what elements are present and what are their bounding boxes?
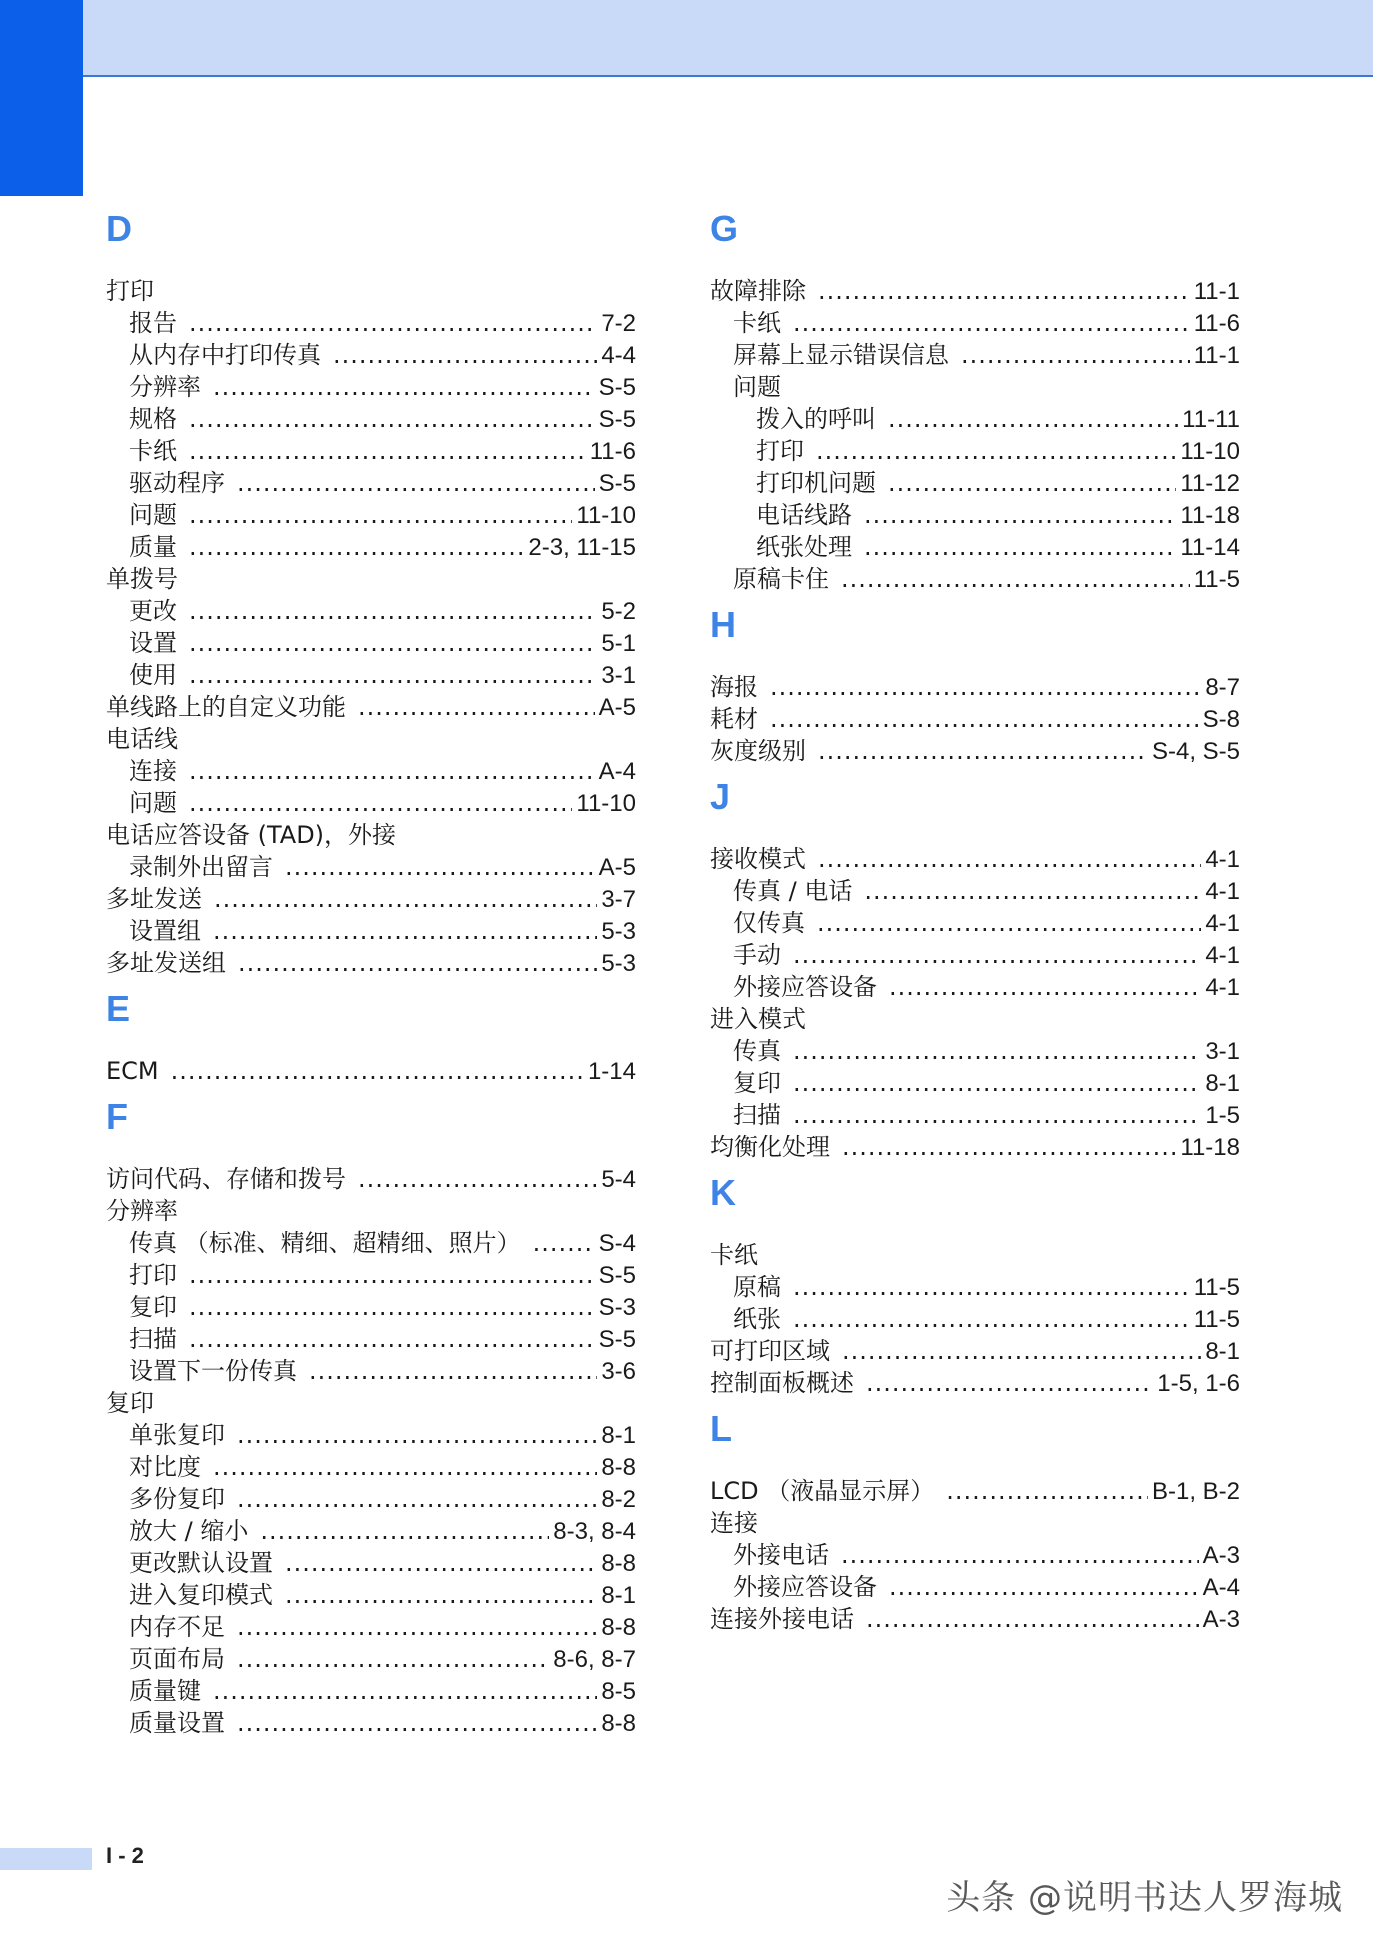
entry-page-ref: 3-1 [1205, 1038, 1240, 1065]
entry-term: 规格 [129, 405, 177, 433]
watermark: 头条 @说明书达人罗海城 [946, 1878, 1343, 1918]
section-letter: L [710, 1408, 732, 1449]
entry-page-ref: A-4 [1202, 1574, 1240, 1601]
entry-page-ref: 11-18 [1180, 1134, 1240, 1161]
entry-page-ref: 11-5 [1193, 1306, 1240, 1333]
entry-term: 从内存中打印传真 [129, 341, 321, 369]
entry-page-ref: 11-12 [1180, 470, 1240, 497]
index-entry [710, 531, 1240, 563]
entry-page-ref: 11-11 [1182, 406, 1240, 433]
dot-leader [213, 1451, 597, 1483]
entry-term: 打印 [129, 1261, 177, 1289]
index-entry [106, 1259, 636, 1291]
entry-page-ref: 4-1 [1205, 910, 1240, 937]
entry-page-ref: 3-6 [601, 1358, 636, 1385]
dot-leader [816, 435, 1176, 467]
dot-leader [793, 939, 1201, 971]
dot-leader [214, 883, 597, 915]
dot-leader [285, 851, 595, 883]
index-entry [710, 1239, 1240, 1271]
index-entry [710, 703, 1240, 735]
dot-leader [189, 1323, 595, 1355]
entry-page-ref: A-5 [598, 854, 636, 881]
index-section [710, 205, 1240, 595]
entry-page-ref: A-4 [598, 758, 636, 785]
dot-leader [189, 403, 595, 435]
index-entry [710, 1003, 1240, 1035]
index-section [710, 1405, 1240, 1635]
dot-leader [358, 691, 595, 723]
index-entry [710, 307, 1240, 339]
dot-leader [533, 1227, 595, 1259]
entry-term: 放大 / 缩小 [129, 1517, 249, 1545]
entry-term: 外接电话 [733, 1541, 829, 1569]
entry-page-ref: 11-18 [1180, 502, 1240, 529]
dot-leader [238, 947, 597, 979]
index-entry [710, 671, 1240, 703]
index-entry [710, 907, 1240, 939]
dot-leader [864, 875, 1201, 907]
entry-page-ref: 11-6 [1193, 310, 1240, 337]
entry-term: 电话应答设备 (TAD)，外接 [106, 821, 397, 849]
dot-leader [817, 907, 1201, 939]
index-entry [106, 531, 636, 563]
index-entry [106, 755, 636, 787]
index-entry [106, 1055, 636, 1087]
dot-leader [888, 403, 1178, 435]
entry-term: 分辨率 [106, 1197, 178, 1225]
dot-leader [213, 371, 595, 403]
entry-term: 接收模式 [710, 845, 806, 873]
dot-leader [888, 467, 1176, 499]
entry-term: 复印 [129, 1293, 177, 1321]
entry-page-ref: S-5 [598, 374, 636, 401]
index-section [710, 1169, 1240, 1399]
dot-leader [841, 1539, 1199, 1571]
entry-term: 故障排除 [710, 277, 806, 305]
index-entry [106, 883, 636, 915]
entry-term: 传真 / 电话 [733, 877, 853, 905]
entry-page-ref: 3-1 [601, 662, 636, 689]
entry-term: 连接 [710, 1509, 758, 1537]
index-entry [106, 1355, 636, 1387]
dot-leader [841, 563, 1190, 595]
section-letter: E [106, 988, 131, 1029]
entry-term: 驱动程序 [129, 469, 225, 497]
index-entry [106, 371, 636, 403]
entry-term: 控制面板概述 [710, 1369, 854, 1397]
entry-page-ref: 1-14 [587, 1058, 636, 1085]
entry-term: 单张复印 [129, 1421, 225, 1449]
entry-term: 页面布局 [129, 1645, 225, 1673]
entry-term: ECM [106, 1057, 159, 1085]
index-entry [106, 1387, 636, 1419]
index-entry [710, 1303, 1240, 1335]
index-entry [106, 435, 636, 467]
dot-leader [237, 1483, 597, 1515]
index-entry [106, 499, 636, 531]
index-entry [106, 851, 636, 883]
index-section [710, 601, 1240, 767]
dot-leader [793, 1303, 1190, 1335]
index-entry [106, 1579, 636, 1611]
entry-term: 传真 [733, 1037, 781, 1065]
page-number: I - 2 [106, 1843, 144, 1868]
dot-leader [189, 307, 597, 339]
entry-term: 对比度 [129, 1453, 201, 1481]
entry-term: 使用 [129, 661, 177, 689]
dot-leader [793, 307, 1190, 339]
dot-leader [864, 499, 1176, 531]
index-entry [710, 1539, 1240, 1571]
entry-term: 原稿 [733, 1273, 781, 1301]
entry-page-ref: 5-4 [601, 1166, 636, 1193]
index-entry [710, 1271, 1240, 1303]
index-column-right [710, 205, 1240, 1635]
dot-leader [189, 531, 524, 563]
index-entry [106, 947, 636, 979]
entry-term: 多址发送 [106, 885, 202, 913]
entry-term: 更改 [129, 597, 177, 625]
entry-term: 拨入的呼叫 [756, 405, 876, 433]
entry-term: 外接应答设备 [733, 1573, 877, 1601]
entry-page-ref: 11-10 [576, 502, 636, 529]
entry-page-ref: 8-8 [601, 1454, 636, 1481]
index-entry [106, 691, 636, 723]
entry-page-ref: S-5 [598, 1326, 636, 1353]
entry-page-ref: 11-5 [1193, 566, 1240, 593]
dot-leader [770, 671, 1201, 703]
index-entry [710, 499, 1240, 531]
entry-term: 可打印区域 [710, 1337, 830, 1365]
entry-term: 屏幕上显示错误信息 [733, 341, 949, 369]
index-entry [106, 1323, 636, 1355]
entry-term: 扫描 [733, 1101, 781, 1129]
index-entry [106, 787, 636, 819]
entry-page-ref: 8-3, 8-4 [553, 1518, 636, 1545]
entry-page-ref: 8-1 [1205, 1338, 1240, 1365]
entry-page-ref: 8-8 [601, 1710, 636, 1737]
index-entry [710, 1603, 1240, 1635]
entry-term: 外接应答设备 [733, 973, 877, 1001]
entry-term: LCD （液晶显示屏） [710, 1477, 935, 1505]
entry-page-ref: 8-1 [601, 1582, 636, 1609]
index-entry [106, 1707, 636, 1739]
entry-page-ref: A-3 [1202, 1606, 1240, 1633]
index-entry [710, 843, 1240, 875]
footer-bar [0, 1848, 92, 1870]
entry-page-ref: S-5 [598, 1262, 636, 1289]
section-letter: D [106, 208, 132, 249]
entry-page-ref: 8-1 [601, 1422, 636, 1449]
entry-term: 原稿卡住 [733, 565, 829, 593]
entry-term: 电话线 [106, 725, 178, 753]
entry-term: 多址发送组 [106, 949, 226, 977]
entry-term: 手动 [733, 941, 781, 969]
entry-page-ref: 11-6 [589, 438, 636, 465]
dot-leader [818, 275, 1190, 307]
entry-page-ref: 8-8 [601, 1550, 636, 1577]
header-band [0, 0, 1373, 77]
dot-leader [333, 339, 597, 371]
entry-term: 录制外出留言 [129, 853, 273, 881]
entry-page-ref: S-4 [598, 1230, 636, 1257]
dot-leader [793, 1271, 1190, 1303]
entry-page-ref: 3-7 [601, 886, 636, 913]
entry-page-ref: A-3 [1202, 1542, 1240, 1569]
index-entry [106, 307, 636, 339]
entry-term: 电话线路 [756, 501, 852, 529]
entry-page-ref: 8-2 [601, 1486, 636, 1513]
entry-page-ref: 4-4 [601, 342, 636, 369]
entry-term: 打印 [106, 277, 154, 305]
entry-page-ref: 11-1 [1193, 342, 1240, 369]
entry-page-ref: 4-1 [1205, 846, 1240, 873]
entry-term: 质量键 [129, 1677, 201, 1705]
index-entry [106, 1611, 636, 1643]
entry-term: 均衡化处理 [710, 1133, 830, 1161]
entry-page-ref: 8-5 [601, 1678, 636, 1705]
index-entry [710, 1367, 1240, 1399]
index-entry [106, 1419, 636, 1451]
dot-leader [237, 1611, 597, 1643]
dot-leader [189, 499, 572, 531]
entry-page-ref: 8-7 [1205, 674, 1240, 701]
dot-leader [309, 1355, 597, 1387]
entry-term: 多份复印 [129, 1485, 225, 1513]
entry-term: 纸张处理 [756, 533, 852, 561]
entry-page-ref: 11-14 [1180, 534, 1240, 561]
index-entry [106, 1515, 636, 1547]
dot-leader [866, 1603, 1199, 1635]
entry-term: 进入模式 [710, 1005, 806, 1033]
index-entry [710, 1475, 1240, 1507]
index-entry [106, 627, 636, 659]
entry-page-ref: B-1, B-2 [1151, 1478, 1240, 1505]
entry-term: 复印 [733, 1069, 781, 1097]
entry-term: 报告 [129, 309, 177, 337]
entry-term: 卡纸 [710, 1241, 758, 1269]
dot-leader [237, 1643, 549, 1675]
index-entry [106, 1643, 636, 1675]
dot-leader [171, 1055, 584, 1087]
entry-page-ref: A-5 [598, 694, 636, 721]
index-section [106, 1093, 636, 1739]
dot-leader [189, 659, 597, 691]
index-entry [710, 403, 1240, 435]
entry-page-ref: 4-1 [1205, 878, 1240, 905]
entry-page-ref: 11-10 [1180, 438, 1240, 465]
index-entry [710, 339, 1240, 371]
entry-page-ref: 5-2 [601, 598, 636, 625]
index-entry [710, 1035, 1240, 1067]
entry-page-ref: S-5 [598, 470, 636, 497]
entry-term: 打印 [756, 437, 804, 465]
entry-page-ref: 11-10 [576, 790, 636, 817]
entry-page-ref: 8-6, 8-7 [553, 1646, 636, 1673]
index-entry [710, 1571, 1240, 1603]
index-section [710, 773, 1240, 1163]
index-entry [106, 915, 636, 947]
dot-leader [358, 1163, 597, 1195]
entry-term: 传真 （标准、精细、超精细、照片） [129, 1229, 521, 1257]
index-entry [710, 1507, 1240, 1539]
dot-leader [189, 435, 586, 467]
index-entry [106, 1483, 636, 1515]
dot-leader [189, 1291, 595, 1323]
index-entry [106, 819, 636, 851]
index-entry [106, 659, 636, 691]
entry-term: 访问代码、存储和拨号 [106, 1165, 346, 1193]
dot-leader [237, 1419, 597, 1451]
index-entry [710, 1335, 1240, 1367]
dot-leader [842, 1131, 1176, 1163]
index-entry [710, 1099, 1240, 1131]
index-entry [710, 275, 1240, 307]
entry-term: 问题 [129, 789, 177, 817]
entry-term: 连接 [129, 757, 177, 785]
index-entry [710, 939, 1240, 971]
entry-page-ref: 11-1 [1193, 278, 1240, 305]
entry-term: 更改默认设置 [129, 1549, 273, 1577]
entry-page-ref: 4-1 [1205, 974, 1240, 1001]
entry-term: 扫描 [129, 1325, 177, 1353]
dot-leader [189, 755, 595, 787]
index-entry [710, 971, 1240, 1003]
index-entry [106, 339, 636, 371]
dot-leader [866, 1367, 1153, 1399]
index-entry [106, 1291, 636, 1323]
section-letter: G [710, 208, 739, 249]
entry-term: 单线路上的自定义功能 [106, 693, 346, 721]
dot-leader [285, 1547, 597, 1579]
dot-leader [237, 1707, 597, 1739]
entry-page-ref: 5-3 [601, 918, 636, 945]
index-entry [710, 1067, 1240, 1099]
entry-page-ref: 5-3 [601, 950, 636, 977]
entry-term: 问题 [733, 373, 781, 401]
index-entry [106, 275, 636, 307]
entry-term: 卡纸 [129, 437, 177, 465]
dot-leader [189, 1259, 595, 1291]
dot-leader [818, 735, 1148, 767]
dot-leader [793, 1067, 1201, 1099]
entry-page-ref: 1-5, 1-6 [1157, 1370, 1240, 1397]
dot-leader [842, 1335, 1201, 1367]
entry-term: 单拨号 [106, 565, 178, 593]
section-letter: K [710, 1172, 736, 1213]
dot-leader [946, 1475, 1148, 1507]
index-entry [106, 1227, 636, 1259]
dot-leader [889, 1571, 1199, 1603]
entry-term: 设置下一份传真 [129, 1357, 297, 1385]
dot-leader [889, 971, 1201, 1003]
index-entry [106, 1451, 636, 1483]
entry-page-ref: S-5 [598, 406, 636, 433]
index-entry [106, 563, 636, 595]
index-column-left [106, 205, 636, 1739]
dot-leader [237, 467, 595, 499]
index-entry [710, 875, 1240, 907]
index-section [106, 985, 636, 1087]
section-letter: F [106, 1096, 128, 1137]
dot-leader [189, 787, 572, 819]
dot-leader [818, 843, 1201, 875]
entry-page-ref: 2-3, 11-15 [528, 534, 636, 561]
entry-page-ref: S-4, S-5 [1151, 738, 1240, 765]
dot-leader [864, 531, 1176, 563]
entry-page-ref: 1-5 [1205, 1102, 1240, 1129]
index-entry [710, 371, 1240, 403]
entry-page-ref: 7-2 [601, 310, 636, 337]
index-entry [710, 467, 1240, 499]
index-section [106, 205, 636, 979]
chapter-tab [0, 0, 83, 196]
index-entry [710, 1131, 1240, 1163]
entry-term: 质量设置 [129, 1709, 225, 1737]
index-entry [106, 1547, 636, 1579]
entry-term: 问题 [129, 501, 177, 529]
entry-term: 进入复印模式 [129, 1581, 273, 1609]
entry-page-ref: 5-1 [601, 630, 636, 657]
entry-term: 海报 [710, 673, 758, 701]
index-entry [710, 735, 1240, 767]
index-entry [710, 435, 1240, 467]
index-entry [106, 1675, 636, 1707]
dot-leader [793, 1035, 1201, 1067]
entry-term: 设置组 [129, 917, 201, 945]
entry-term: 复印 [106, 1389, 154, 1417]
entry-page-ref: 4-1 [1205, 942, 1240, 969]
index-entry [106, 1163, 636, 1195]
index-entry [106, 723, 636, 755]
index-entry [106, 1195, 636, 1227]
entry-term: 仅传真 [733, 909, 805, 937]
entry-page-ref: S-8 [1202, 706, 1240, 733]
entry-page-ref: 8-1 [1205, 1070, 1240, 1097]
entry-page-ref: S-3 [598, 1294, 636, 1321]
dot-leader [213, 915, 597, 947]
index-entry [106, 595, 636, 627]
dot-leader [770, 703, 1199, 735]
entry-term: 内存不足 [129, 1613, 225, 1641]
dot-leader [189, 595, 597, 627]
entry-term: 纸张 [733, 1305, 781, 1333]
section-letter: H [710, 604, 736, 645]
index-entry [106, 467, 636, 499]
dot-leader [961, 339, 1190, 371]
dot-leader [285, 1579, 597, 1611]
entry-term: 卡纸 [733, 309, 781, 337]
entry-page-ref: 11-5 [1193, 1274, 1240, 1301]
entry-page-ref: 8-8 [601, 1614, 636, 1641]
entry-term: 连接外接电话 [710, 1605, 854, 1633]
dot-leader [213, 1675, 597, 1707]
entry-term: 打印机问题 [756, 469, 876, 497]
section-letter: J [710, 776, 731, 817]
entry-term: 灰度级别 [710, 737, 806, 765]
index-entry [106, 403, 636, 435]
entry-term: 分辨率 [129, 373, 201, 401]
entry-term: 耗材 [710, 705, 758, 733]
dot-leader [260, 1515, 549, 1547]
dot-leader [189, 627, 597, 659]
dot-leader [793, 1099, 1201, 1131]
entry-term: 设置 [129, 629, 177, 657]
index-entry [710, 563, 1240, 595]
entry-term: 质量 [129, 533, 177, 561]
